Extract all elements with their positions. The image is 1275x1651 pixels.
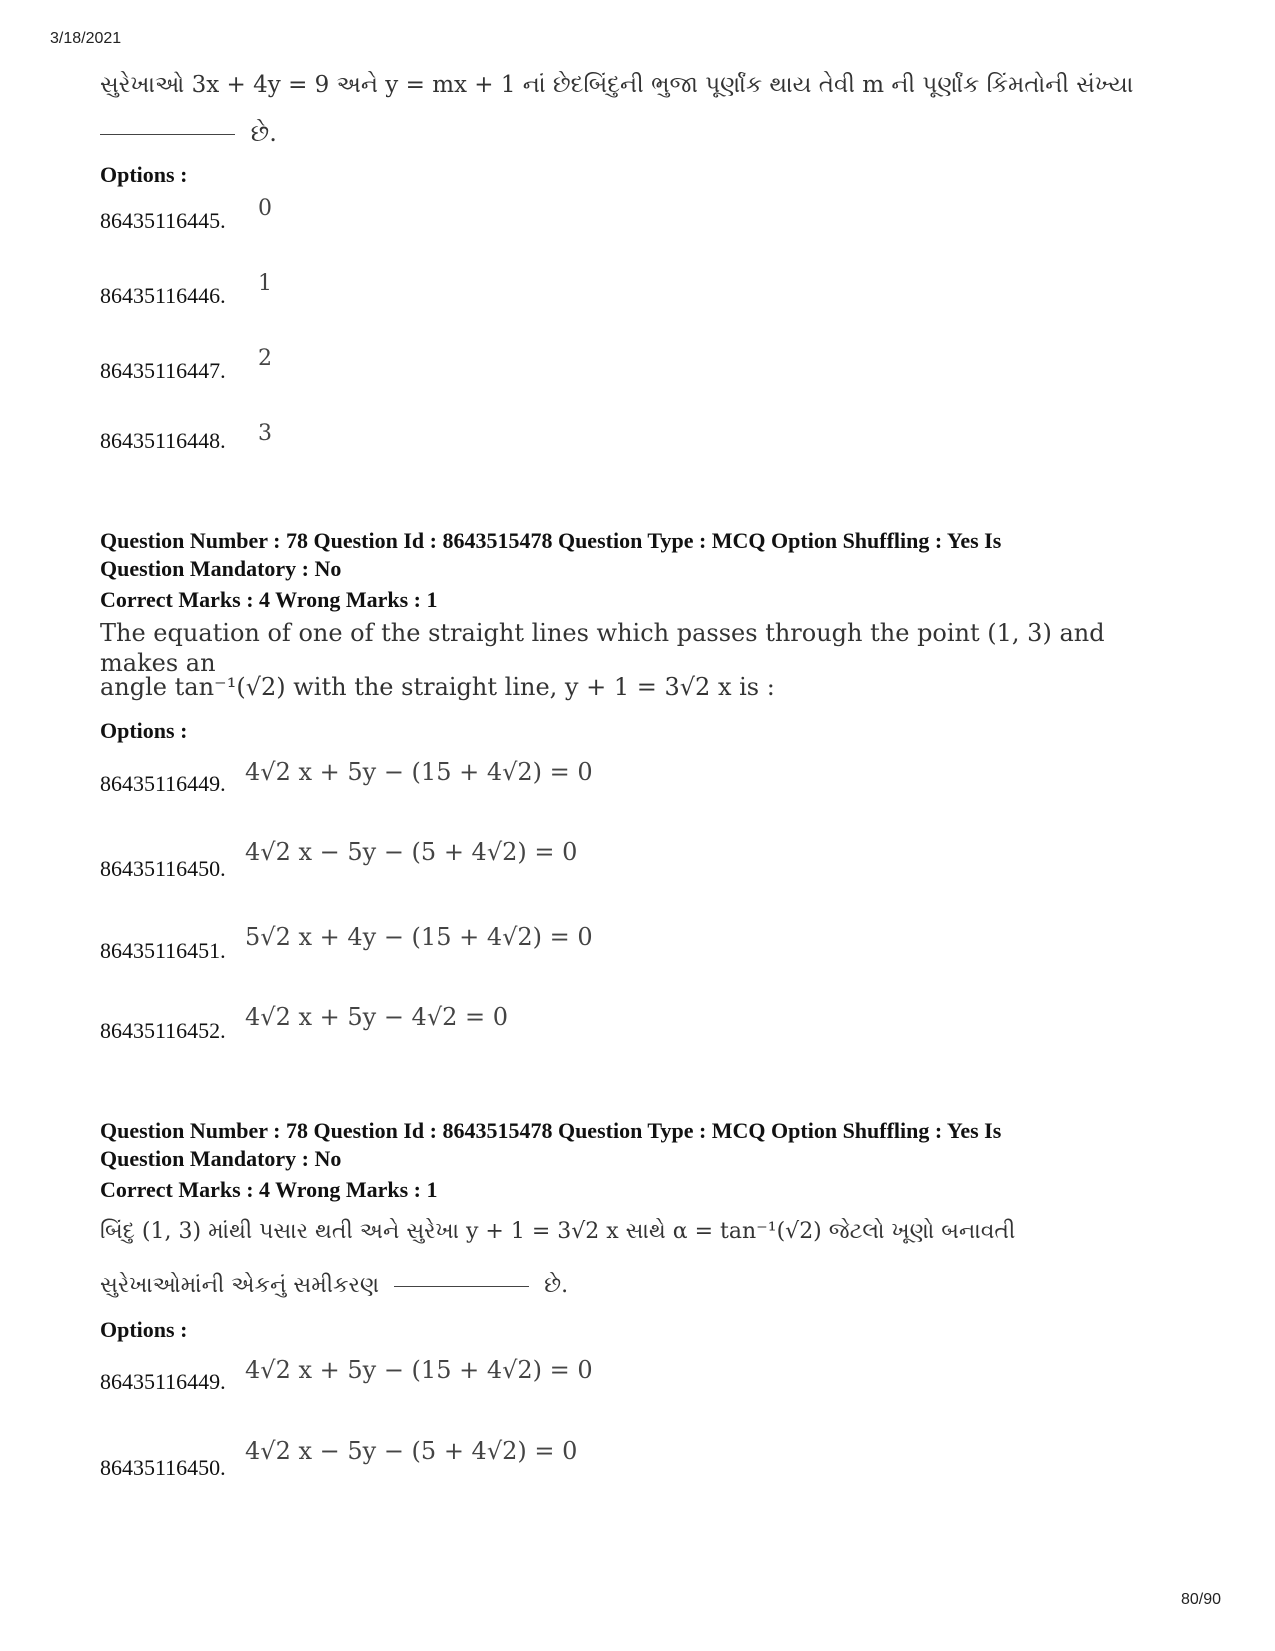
- question-text-line: angle tan⁻¹(√2) with the straight line, y + 1 = 3√2 x is :: [100, 673, 775, 701]
- option-id: 86435116448.: [100, 428, 226, 453]
- option-value: 4√2 x + 5y − (15 + 4√2) = 0: [245, 1356, 593, 1384]
- marks-line: Correct Marks : 4 Wrong Marks : 1: [100, 587, 438, 612]
- option-id: 86435116449.: [100, 1369, 226, 1394]
- option-value: 4√2 x − 5y − (5 + 4√2) = 0: [245, 1437, 578, 1465]
- question-meta: [100, 1117, 1180, 1173]
- option-id: 86435116446.: [100, 283, 226, 308]
- header-date: 3/18/2021: [50, 30, 122, 47]
- option-value: 4√2 x + 5y − 4√2 = 0: [245, 1003, 509, 1031]
- question-text-start: સુરેખાઓમાંની એકનું સમીકરણ: [100, 1273, 380, 1298]
- option-id: 86435116447.: [100, 358, 226, 383]
- question-text-line: બિંદુ (1, 3) માંથી પસાર થતી અને સુરેખા y + 1 = 3√2 x સાથે α = tan⁻¹(√2) જેટલો ખૂણો બનાવતી: [100, 1219, 1016, 1244]
- marks-line: Correct Marks : 4 Wrong Marks : 1: [100, 1177, 438, 1202]
- option-id: 86435116450.: [100, 1455, 226, 1480]
- question-text-line-2: [100, 118, 1180, 148]
- option-value: 5√2 x + 4y − (15 + 4√2) = 0: [245, 923, 593, 951]
- question-meta-line: Question Mandatory : No: [100, 1146, 342, 1171]
- answer-blank: [394, 1286, 529, 1287]
- question-text-end: છે.: [250, 119, 277, 147]
- question-text-end: છે.: [544, 1273, 569, 1298]
- option-id: 86435116449.: [100, 771, 226, 796]
- options-label: Options :: [100, 718, 188, 743]
- question-text-line: The equation of one of the straight lines which passes through the point (1, 3) and makes an: [100, 619, 1105, 677]
- answer-blank: [100, 134, 235, 135]
- option-value: 4√2 x − 5y − (5 + 4√2) = 0: [245, 838, 578, 866]
- question-meta-line: Question Number : 78 Question Id : 8643515478 Question Type : MCQ Option Shuffling : Yes Is: [100, 1118, 1002, 1143]
- options-label: Options :: [100, 1317, 188, 1342]
- option-value: 0: [258, 196, 272, 221]
- option-id: 86435116451.: [100, 938, 226, 963]
- option-value: 4√2 x + 5y − (15 + 4√2) = 0: [245, 758, 593, 786]
- question-text-line-2: [100, 1271, 1180, 1301]
- option-value: 3: [258, 421, 272, 446]
- options-label: Options :: [100, 162, 188, 187]
- option-id: 86435116450.: [100, 856, 226, 881]
- question-meta-line: Question Number : 78 Question Id : 8643515478 Question Type : MCQ Option Shuffling : Yes Is: [100, 528, 1002, 553]
- option-value: 2: [258, 346, 272, 371]
- question-meta-line: Question Mandatory : No: [100, 556, 342, 581]
- option-value: 1: [258, 271, 272, 296]
- option-id: 86435116452.: [100, 1018, 226, 1043]
- question-text-line: સુરેખાઓ 3x + 4y = 9 અને y = mx + 1 નાં છેદબિંદુની ભુજા પૂર્ણાંક થાય તેવી m ની પૂર્ણાંક કિંમતોની સંખ્યા: [100, 72, 1134, 98]
- question-meta: [100, 527, 1180, 583]
- page-number: 80/90: [1180, 1591, 1221, 1608]
- option-id: 86435116445.: [100, 208, 226, 233]
